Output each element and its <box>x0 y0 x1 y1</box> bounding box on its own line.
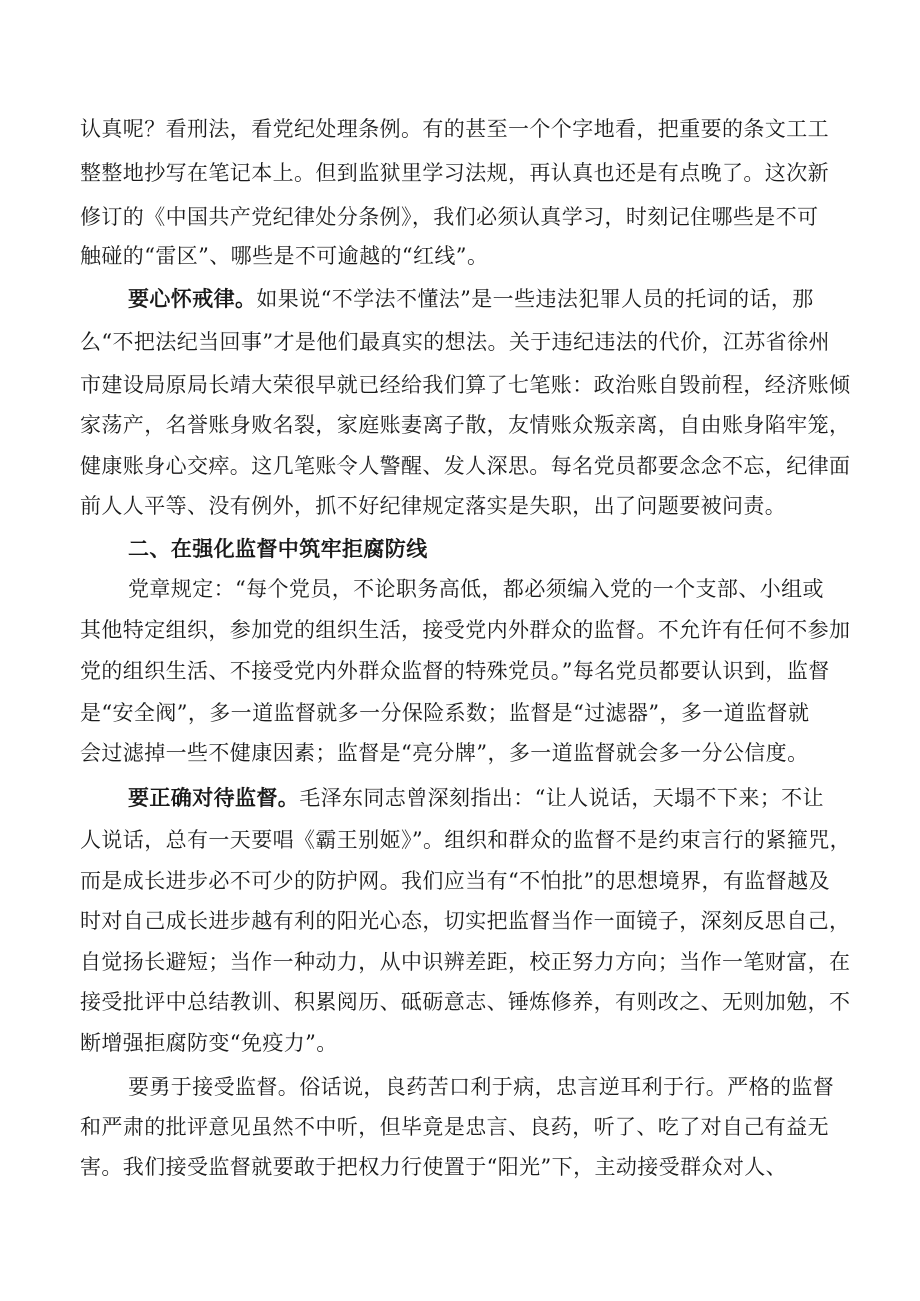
text-line: 市建设局原局长靖大荣很早就已经给我们算了七笔账：政治账自毁前程，经济账倾 <box>80 373 851 397</box>
text-line: 是“安全阀”，多一道监督就多一分保险系数；监督是“过滤器”，多一道监督就 <box>80 701 810 725</box>
text-line: 人说话，总有一天要唱《霸王别姬》”。组织和群众的监督不是约束言行的紧箍咒， <box>80 828 852 852</box>
text-line: 前人人平等、没有例外，抓不好纪律规定落实是失职，出了问题要被问责。 <box>80 494 787 518</box>
text-line: 家荡产，名誉账身败名裂，家庭账妻离子散，友情账众叛亲离，自由账身陷牢笼， <box>80 413 851 437</box>
text-line: 和严肃的批评意见虽然不中听，但毕竟是忠言、良药，听了、吃了对自己有益无 <box>80 1115 829 1139</box>
text-line: 修订的《中国共产党纪律处分条例》，我们必须认真学习，时刻记住哪些是不可 <box>80 205 819 229</box>
text-line: 健康账身心交瘁。这几笔账令人警醒、发人深思。每名党员都要念念不忘，纪律面 <box>80 454 851 478</box>
text-line: 认真呢？看刑法，看党纪处理条例。有的甚至一个个字地看，把重要的条文工工 <box>80 117 829 141</box>
text-line: 要勇于接受监督。俗话说，良药苦口利于病，忠言逆耳利于行。严格的监督 <box>128 1075 835 1099</box>
text-line: 自觉扬长避短；当作一种动力，从中识辨差距，校正努力方向；当作一笔财富，在 <box>80 950 851 974</box>
paragraph-lead: 要心怀戒律。 <box>128 287 257 311</box>
text-line: 其他特定组织，参加党的组织生活，接受党内外群众的监督。不允许有任何不参加 <box>80 618 851 642</box>
text-line: 么“不把法纪当回事”才是他们最真实的想法。关于违纪违法的代价，江苏省徐州 <box>80 330 830 354</box>
text-line: 触碰的“雷区”、哪些是不可逾越的“红线”。 <box>80 244 489 268</box>
text-line: 而是成长进步必不可少的防护网。我们应当有“不怕批”的思想境界，有监督越及 <box>80 869 830 893</box>
text-line: 害。我们接受监督就要敢于把权力行使置于“阳光”下，主动接受群众对人、 <box>80 1155 788 1179</box>
text-line: 时对自己成长进步越有利的阳光心态，切实把监督当作一面镜子，深刻反思自己， <box>80 909 851 933</box>
text-line: 党的组织生活、不接受党内外群众监督的特殊党员。”每名党员都要认识到，监督 <box>80 659 830 683</box>
paragraph-text: 毛泽东同志曾深刻指出：“让人说话，天塌不下来；不让 <box>299 786 824 810</box>
text-line: 党章规定：“每个党员，不论职务高低，都必须编入党的一个支部、小组或 <box>128 577 824 601</box>
paragraph-text: 如果说“不学法不懂法”是一些违法犯罪人员的托词的话，那 <box>256 287 814 311</box>
paragraph-first-line <box>128 286 814 312</box>
text-line: 断增强拒腐防变“免疫力”。 <box>80 1031 338 1055</box>
text-line: 整整地抄写在笔记本上。但到监狱里学习法规，再认真也还是有点晚了。这次新 <box>80 161 829 185</box>
text-line: 接受批评中总结教训、积累阅历、砥砺意志、锤炼修养，有则改之、无则加勉，不 <box>80 990 851 1014</box>
paragraph-lead: 要正确对待监督。 <box>128 786 300 810</box>
section-heading: 二、在强化监督中筑牢拒腐防线 <box>128 537 428 561</box>
paragraph-first-line <box>128 785 824 811</box>
text-line: 会过滤掉一些不健康因素；监督是“亮分牌”，多一道监督就会多一分公信度。 <box>80 741 809 765</box>
